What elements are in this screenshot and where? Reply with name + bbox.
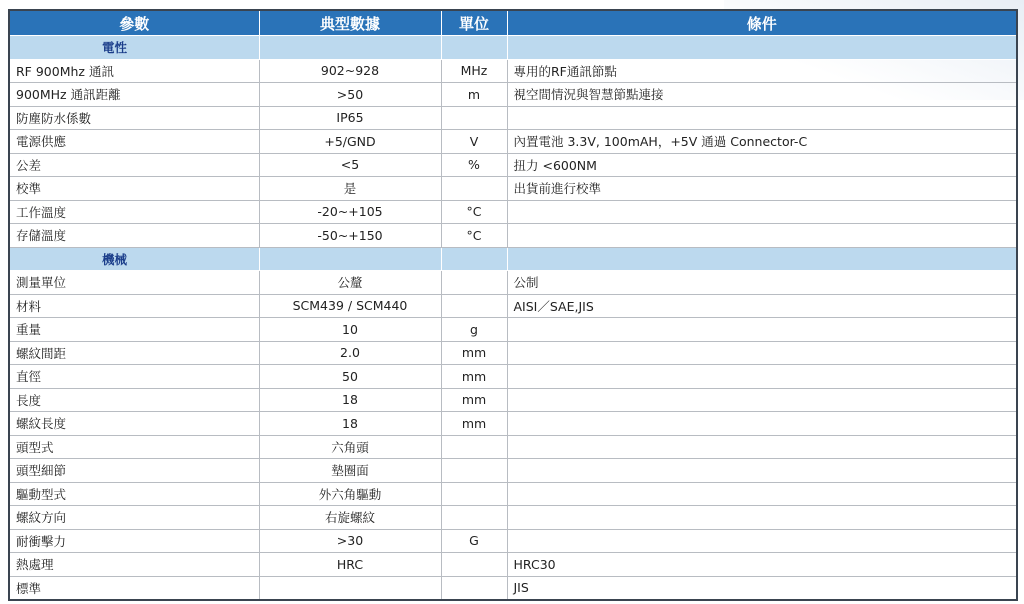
condition-cell: 專用的RF通訊節點 — [507, 59, 1017, 83]
table-row — [9, 341, 1017, 365]
condition-cell — [507, 365, 1017, 389]
unit-cell: % — [441, 153, 507, 177]
unit-cell: m — [441, 83, 507, 107]
section-filler-cell — [441, 247, 507, 271]
value-cell: 右旋螺紋 — [259, 506, 441, 530]
param-cell: 熱處理 — [9, 553, 259, 577]
table-row — [9, 506, 1017, 530]
value-cell: HRC — [259, 553, 441, 577]
table-row — [9, 553, 1017, 577]
section-filler-cell — [507, 247, 1017, 271]
param-cell: 直徑 — [9, 365, 259, 389]
param-cell: 防塵防水係數 — [9, 106, 259, 130]
unit-cell: mm — [441, 412, 507, 436]
param-cell: 存儲溫度 — [9, 224, 259, 248]
param-cell: 螺紋長度 — [9, 412, 259, 436]
value-cell: >30 — [259, 529, 441, 553]
condition-cell — [507, 482, 1017, 506]
value-cell: -20~+105 — [259, 200, 441, 224]
table-row — [9, 388, 1017, 412]
param-cell: 測量單位 — [9, 271, 259, 295]
section-title: 機械 — [9, 247, 259, 271]
value-cell: 外六角驅動 — [259, 482, 441, 506]
header-value: 典型數據 — [259, 10, 441, 36]
value-cell: 18 — [259, 388, 441, 412]
param-cell: 標準 — [9, 576, 259, 600]
condition-cell — [507, 412, 1017, 436]
section-filler-cell — [507, 36, 1017, 60]
condition-cell — [507, 435, 1017, 459]
condition-cell: HRC30 — [507, 553, 1017, 577]
table-row — [9, 482, 1017, 506]
value-cell: +5/GND — [259, 130, 441, 154]
spec-table — [8, 9, 1018, 601]
condition-cell: JIS — [507, 576, 1017, 600]
section-filler-cell — [259, 36, 441, 60]
param-cell: 長度 — [9, 388, 259, 412]
param-cell: 電源供應 — [9, 130, 259, 154]
table-row — [9, 130, 1017, 154]
table-row — [9, 83, 1017, 107]
value-cell: 18 — [259, 412, 441, 436]
value-cell: 是 — [259, 177, 441, 201]
condition-cell — [507, 200, 1017, 224]
unit-cell — [441, 294, 507, 318]
header-row — [9, 10, 1017, 36]
value-cell: 10 — [259, 318, 441, 342]
section-row — [9, 247, 1017, 271]
value-cell: SCM439 / SCM440 — [259, 294, 441, 318]
param-cell: 頭型細節 — [9, 459, 259, 483]
unit-cell — [441, 177, 507, 201]
table-row — [9, 412, 1017, 436]
table-row — [9, 318, 1017, 342]
header-condition: 條件 — [507, 10, 1017, 36]
unit-cell: G — [441, 529, 507, 553]
table-row — [9, 435, 1017, 459]
unit-cell: mm — [441, 365, 507, 389]
param-cell: 重量 — [9, 318, 259, 342]
unit-cell: mm — [441, 341, 507, 365]
condition-cell — [507, 506, 1017, 530]
table-row — [9, 271, 1017, 295]
unit-cell: °C — [441, 224, 507, 248]
value-cell — [259, 576, 441, 600]
condition-cell — [507, 388, 1017, 412]
section-filler-cell — [441, 36, 507, 60]
condition-cell — [507, 318, 1017, 342]
condition-cell — [507, 224, 1017, 248]
condition-cell — [507, 459, 1017, 483]
condition-cell — [507, 106, 1017, 130]
unit-cell: mm — [441, 388, 507, 412]
unit-cell: V — [441, 130, 507, 154]
table-row — [9, 576, 1017, 600]
unit-cell — [441, 459, 507, 483]
param-cell: 螺紋方向 — [9, 506, 259, 530]
condition-cell: 出貨前進行校準 — [507, 177, 1017, 201]
param-cell: 驅動型式 — [9, 482, 259, 506]
section-title: 電性 — [9, 36, 259, 60]
value-cell: 六角頭 — [259, 435, 441, 459]
value-cell: 902~928 — [259, 59, 441, 83]
table-row — [9, 153, 1017, 177]
param-cell: 耐衝擊力 — [9, 529, 259, 553]
param-cell: 頭型式 — [9, 435, 259, 459]
header-unit: 單位 — [441, 10, 507, 36]
condition-cell: AISI／SAE,JIS — [507, 294, 1017, 318]
value-cell: 2.0 — [259, 341, 441, 365]
value-cell: IP65 — [259, 106, 441, 130]
table-row — [9, 224, 1017, 248]
unit-cell — [441, 271, 507, 295]
param-cell: 材料 — [9, 294, 259, 318]
condition-cell — [507, 529, 1017, 553]
table-row — [9, 365, 1017, 389]
section-row — [9, 36, 1017, 60]
value-cell: <5 — [259, 153, 441, 177]
value-cell: 公釐 — [259, 271, 441, 295]
condition-cell: 內置電池 3.3V, 100mAH，+5V 通過 Connector-C — [507, 130, 1017, 154]
value-cell: 墊圈面 — [259, 459, 441, 483]
value-cell: -50~+150 — [259, 224, 441, 248]
param-cell: 900MHz 通訊距離 — [9, 83, 259, 107]
unit-cell: °C — [441, 200, 507, 224]
condition-cell — [507, 341, 1017, 365]
condition-cell: 視空間情況與智慧節點連接 — [507, 83, 1017, 107]
unit-cell — [441, 106, 507, 130]
table-row — [9, 200, 1017, 224]
section-filler-cell — [259, 247, 441, 271]
table-row — [9, 106, 1017, 130]
unit-cell — [441, 506, 507, 530]
unit-cell: g — [441, 318, 507, 342]
unit-cell — [441, 576, 507, 600]
unit-cell — [441, 435, 507, 459]
condition-cell: 扭力 <600NM — [507, 153, 1017, 177]
param-cell: 工作溫度 — [9, 200, 259, 224]
param-cell: 公差 — [9, 153, 259, 177]
header-param: 參數 — [9, 10, 259, 36]
param-cell: RF 900Mhz 通訊 — [9, 59, 259, 83]
table-row — [9, 177, 1017, 201]
value-cell: >50 — [259, 83, 441, 107]
condition-cell: 公制 — [507, 271, 1017, 295]
value-cell: 50 — [259, 365, 441, 389]
spec-table-body — [9, 36, 1017, 601]
table-row — [9, 529, 1017, 553]
table-row — [9, 294, 1017, 318]
param-cell: 螺紋間距 — [9, 341, 259, 365]
unit-cell — [441, 553, 507, 577]
unit-cell — [441, 482, 507, 506]
unit-cell: MHz — [441, 59, 507, 83]
table-row — [9, 59, 1017, 83]
table-row — [9, 459, 1017, 483]
param-cell: 校準 — [9, 177, 259, 201]
